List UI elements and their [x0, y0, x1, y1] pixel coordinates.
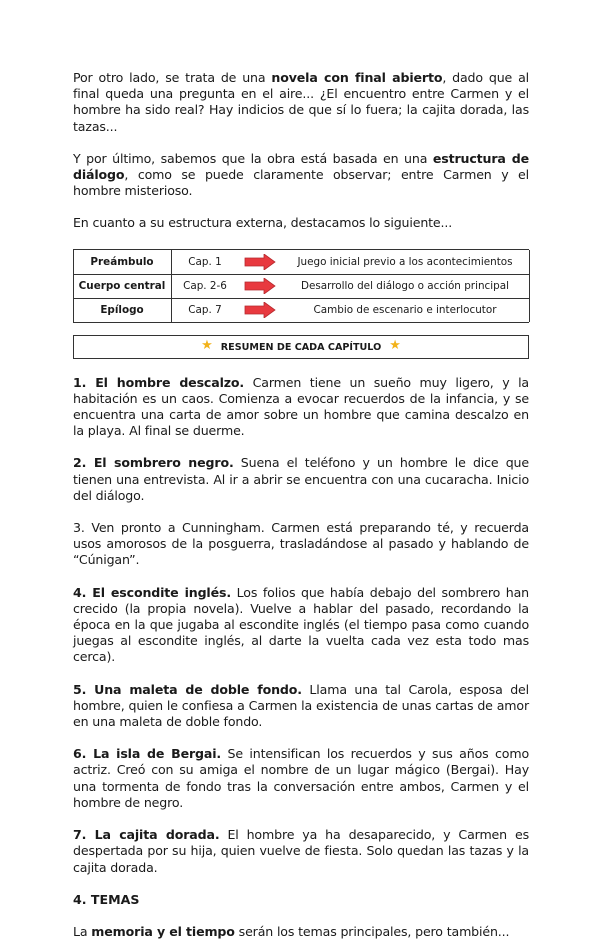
paragraph-temas: La memoria y el tiempo serán los temas principales, pero también... [73, 923, 510, 939]
document-page [73, 70, 529, 940]
section-heading-temas: 4. TEMAS [73, 891, 140, 907]
chapter-paragraph: 6. La isla de Bergai. Se intensifican los recuerdos y sus años como actriz. Creó con su amiga el nombre de un lugar mágico (Bergai). Hay una tormenta de fondo tras la conversación entre ambos, Carmen y el hombre de negro. [73, 746, 530, 810]
paragraph-final-abierto: Por otro lado, se trata de una novela con final abierto, dado que al final queda una pregunta en el aire... ¿El encuentro entre Carmen y el hombre ha sido real? Hay indicios de que sí lo fuera; la cajita dorada, las tazas... [73, 70, 530, 134]
structure-part-name: Cuerpo central [78, 279, 166, 292]
paragraph-estructura-externa: En cuanto a su estructura externa, destacamos lo siguiente... [73, 215, 453, 231]
structure-description: Cambio de escenario e interlocutor [313, 303, 497, 316]
chapter-title: 7. La cajita dorada. [73, 827, 220, 843]
chapter-paragraph: 2. El sombrero negro. Suena el teléfono y un hombre le dice que tienen una entrevista. Al ir a abrir se encuentra con una cucaracha. Inicio del diálogo. [73, 455, 529, 503]
star-icon: ★ [389, 337, 401, 353]
summary-box [73, 335, 529, 359]
chapter-title: 1. El hombre descalzo. [73, 374, 245, 390]
structure-part-name: Epílogo [100, 303, 144, 316]
chapter-title: 4. El escondite inglés. [73, 584, 231, 600]
bold-memoria-tiempo: memoria y el tiempo [91, 923, 235, 939]
structure-table [73, 249, 529, 323]
paragraph-estructura-dialogo: Y por último, sabemos que la obra está basada en una estructura de diálogo, como se puede claramente observar; entre Carmen y el hombre misterioso. [73, 150, 530, 199]
bold-estructura-dialogo: estructura de diálogo [73, 150, 530, 183]
chapter-paragraph: 4. El escondite inglés. Los folios que había debajo del sombrero han crecido (la propia novela). Vuelve a hablar del pasado, recordando la época en la que jugaba al escondite inglés (el tiempo pasa como cuando juegas al escondite inglés, al darte la vuelta cada vez esta todo mas cerca). [73, 584, 529, 665]
right-arrow-icon [239, 250, 281, 274]
chapter-title: 2. El sombrero negro. [73, 455, 234, 471]
chapter-title: 6. La isla de Bergai. [73, 746, 222, 762]
structure-chapter-range: Cap. 1 [188, 255, 222, 268]
star-icon: ★ [201, 337, 213, 353]
structure-chapter-range: Cap. 7 [188, 303, 222, 316]
structure-description: Desarrollo del diálogo o acción principal [300, 279, 509, 292]
chapter-paragraph: 1. El hombre descalzo. Carmen tiene un sueño muy ligero, y la habitación es un caos. Comienza a evocar recuerdos de la infancia, y se encuentra una carta de amor sobre un hombre que camina descalzo en la playa. Al final se duerme. [73, 374, 530, 439]
structure-row [73, 274, 529, 298]
structure-description: Juego inicial previo a los acontecimientos [297, 255, 513, 268]
structure-row [73, 298, 529, 322]
chapter-paragraph: 7. La cajita dorada. El hombre ya ha desaparecido, y Carmen es despertada por su hija, quien vuelve de fiesta. Solo quedan las tazas y la cajita dorada. [73, 827, 529, 875]
right-arrow-icon [239, 298, 281, 322]
structure-chapter-range: Cap. 2-6 [183, 279, 227, 292]
chapter-paragraph: 5. Una maleta de doble fondo. Llama una tal Carola, esposa del hombre, quien le confiesa a Carmen la existencia de unas cartas de amor en una maleta de doble fondo. [73, 681, 529, 730]
structure-row [73, 250, 529, 274]
chapter-title: 5. Una maleta de doble fondo. [73, 681, 302, 697]
structure-part-name: Preámbulo [90, 255, 154, 268]
bold-novela-final-abierto: novela con final abierto [271, 70, 443, 85]
chapter-paragraph: 3. Ven pronto a Cunningham. Carmen está preparando té, y recuerda usos amorosos de la posguerra, trasladándose al pasado y hablando de “Cúnigan”. [73, 520, 529, 568]
summary-label: RESUMEN DE CADA CAPÍTULO [220, 341, 382, 353]
right-arrow-icon [239, 274, 281, 298]
